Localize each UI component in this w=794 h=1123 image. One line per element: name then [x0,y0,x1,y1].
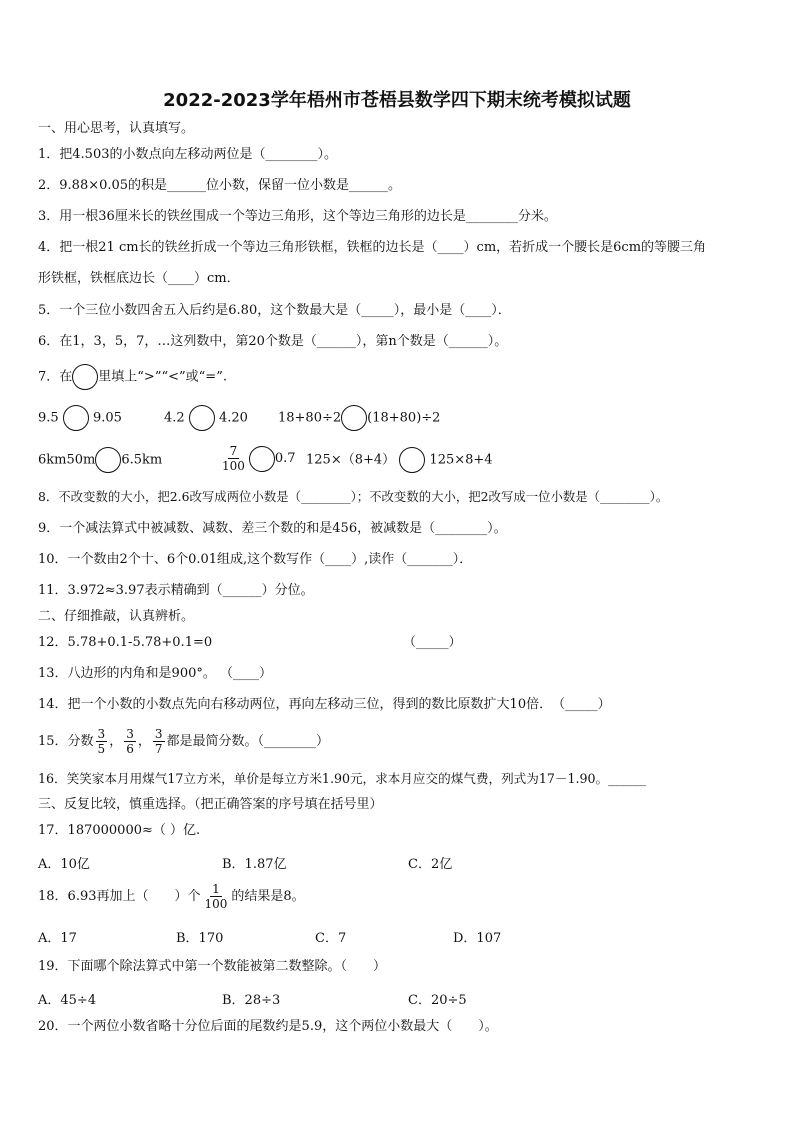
option-b[interactable]: B．28÷3 [222,993,281,1008]
question-18-suffix: 的结果是8。 [231,889,305,904]
fraction-denominator: 5 [97,742,106,756]
compare-right: 6.5km [121,452,163,468]
option-c[interactable]: C．20÷5 [408,993,467,1008]
question-13: 13．八边形的内角和是900°。 （____） [38,666,272,681]
answer-circle[interactable] [399,447,425,473]
compare-right: 4.20 [218,410,248,426]
option-c[interactable]: C．2亿 [408,857,453,872]
question-18-prefix: 18．6.93再加上（ ）个 [38,889,201,904]
fraction-numerator: 1 [212,882,220,896]
compare-item-4 [38,447,162,473]
compare-right: 0.7 [274,451,296,466]
question-12-text: 12．5.78+0.1-5.78+0.1=0 [38,635,213,650]
answer-circle[interactable] [63,405,89,431]
separator: ， [137,734,151,749]
question-18 [38,882,768,912]
fraction [124,727,136,756]
fraction [203,882,230,911]
question-15 [38,727,768,756]
compare-item-3 [278,405,440,431]
question-8: 8．不改变数的大小，把2.6改写成两位小数是（________）；不改变数的大小，把2改写成一位小数是（________）。 [38,489,669,504]
fraction-numerator: 3 [97,727,106,741]
compare-item-2 [164,405,248,431]
question-15-prefix: 15．分数 [38,734,94,749]
question-12 [38,634,768,652]
question-7 [38,364,768,390]
fraction [153,727,165,756]
fraction-denominator: 100 [204,897,228,911]
compare-left: 125×（8+4） [306,452,396,468]
option-b[interactable]: B．1.87亿 [222,857,287,872]
compare-right: (18+80)÷2 [367,410,441,426]
fraction-denominator: 6 [126,742,134,756]
fraction-numerator: 7 [229,444,238,458]
option-d[interactable]: D．107 [453,931,502,946]
compare-left: 9.5 [38,410,59,426]
option-a[interactable]: A．45÷4 [38,993,97,1008]
question-10: 10．一个数由2个十、6个0.01组成,这个数写作（____）,读作（_______）． [38,552,473,567]
question-11: 11．3.972≈3.97表示精确到（______）分位。 [38,583,314,598]
answer-circle[interactable] [95,447,121,473]
answer-bracket[interactable]: （_____） [403,635,462,650]
question-2: 2．9.88×0.05的积是______位小数，保留一位小数是______。 [38,178,402,193]
compare-left: 18+80÷2 [278,410,342,426]
question-7-prefix: 7．在 [38,369,73,385]
question-16: 16．笑笑家本月用煤气17立方米，单价是每立方米1.90元，求本月应交的煤气费，列式为17－1.90。______ [38,771,646,786]
question-4-line-2: 形铁框，铁框底边长（____）cm． [38,271,240,286]
compare-item-6 [306,447,493,473]
question-17: 17．187000000≈（ ）亿. [38,823,201,838]
answer-circle[interactable] [72,364,98,390]
answer-circle[interactable] [341,405,367,431]
question-6: 6．在1，3，5，7，…这列数中，第20个数是（______），第n个数是（______）。 [38,334,508,349]
question-20: 20．一个两位小数省略十分位后面的尾数约是5.9，这个两位小数最大（ ）。 [38,1019,498,1034]
fraction-numerator: 3 [154,727,163,741]
question-3: 3．用一根36厘米长的铁丝围成一个等边三角形，这个等边三角形的边长是________分米。 [38,209,557,224]
fraction-numerator: 3 [126,727,134,741]
compare-left: 4.2 [164,410,185,426]
fraction-denominator: 100 [222,459,245,473]
compare-item-5 [218,444,296,473]
question-5: 5．一个三位小数四舍五入后约是6.80，这个数最大是（_____），最小是（____）． [38,303,511,318]
section-3-heading: 三、反复比较，慎重选择。（把正确答案的序号填在括号里） [38,797,383,812]
question-7-suffix: 里填上“>”“<”或“=”. [98,369,227,385]
question-15-suffix: 都是最简分数。（________） [166,734,330,749]
question-14: 14．把一个小数的小数点先向右移动两位，再向左移动三位，得到的数比原数扩大10倍． （_____） [38,697,611,712]
question-1: 1．把4.503的小数点向左移动两位是（________）。 [38,147,337,162]
page-title: 2022-2023学年梧州市苍梧县数学四下期末统考模拟试题 [163,90,631,111]
option-a[interactable]: A．17 [38,931,77,946]
compare-left: 6km50m [38,452,96,468]
compare-right: 9.05 [92,410,122,426]
compare-item-1 [38,405,122,431]
option-c[interactable]: C．7 [315,931,347,946]
section-2-heading: 二、仔细推敲，认真辨析。 [38,609,195,624]
option-a[interactable]: A．10亿 [38,857,90,872]
answer-circle[interactable] [189,405,215,431]
fraction [96,727,108,756]
fraction-denominator: 7 [154,742,163,756]
fraction [220,444,247,473]
option-b[interactable]: B．170 [176,931,224,946]
compare-right: 125×8+4 [429,452,493,468]
question-9: 9．一个减法算式中被减数、减数、差三个数的和是456，被减数是（________）。 [38,521,507,536]
question-4-line-1: 4．把一根21 cm长的铁丝折成一个等边三角形铁框，铁框的边长是（____）cm，若折成一个腰长是6cm的等腰三角 [38,240,707,255]
question-19: 19．下面哪个除法算式中第一个数能被第二数整除。（ ） [38,959,387,974]
answer-circle[interactable] [249,446,275,472]
section-1-heading: 一、用心思考，认真填写。 [38,121,195,136]
separator: ， [109,734,123,749]
